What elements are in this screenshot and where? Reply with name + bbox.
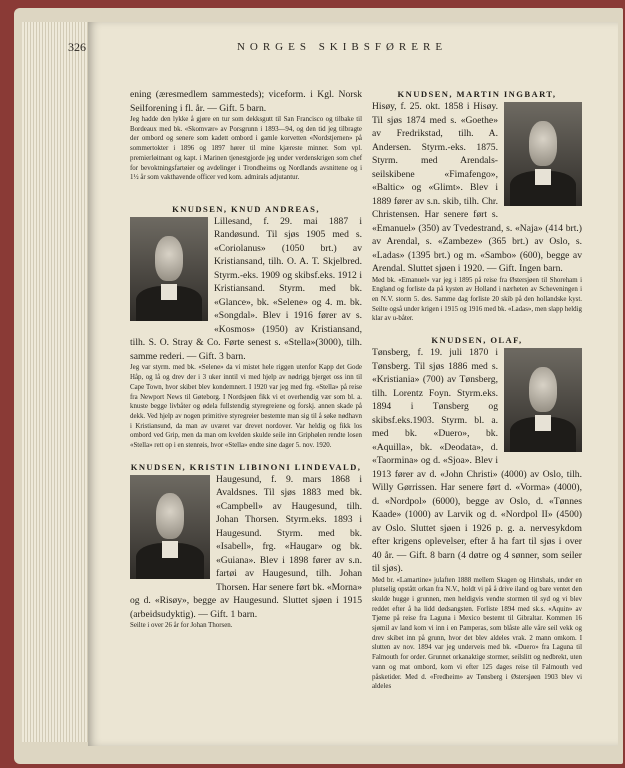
portrait-kristin xyxy=(130,475,210,579)
entry-text-olaf: Tønsberg, f. 19. juli 1870 i Tønsberg. Til sjøs 1886 med s. «Kristiania» (700) av Tønsberg, tilh. Lorentz Foyn. Styrm.eks. 1894 i Tønsberg og skibsf.eks.1903. Styrm. bl. a. med bk. «Duero», bk. «Aquilla», bk. «Deodata», d. «Taormina» og d. «Sjoa». Blev i 1913 fører av d. «John Christi» (4000) av Oslo, tilh. Willy Gørrissen. Har senere ført d. «Vorma» (4000), d. «Nordpol» (6000), begge av Oslo, d. «Tønnes Kaade» (1000) av Larvik og d. «Nordpol II» (4500) av Oslo. Sluttet sjøen i 1926 p. g. a. nervesykdom efter krigens oplevelser, efter å ha fart til sjøs i over 40 år. — Gift. 8 barn (4 døtre og 4 sønner, som seiler til sjøs). xyxy=(372,347,582,575)
left-column xyxy=(130,88,362,631)
running-head: NORGES SKIBSFØRERE xyxy=(236,41,448,53)
entry-title-martin: KNUDSEN, MARTIN INGBART, xyxy=(397,89,557,99)
entry-text-kristin: Haugesund, f. 9. mars 1868 i Avaldsnes. Til sjøs 1883 med bk. «Campbell» av Haugesund, tilh. Johan Thorsen. Styrm.eks. 1893 i Haugesund. Styrm. med bk. «Isabell», frg. «Haugar» og bk. «Guiana». Blev i 1898 fører av s.n. fartøi av Haugesund, tilh. Johan Thorsen. Har senere ført bk. «Morna» og d. «Risøy», begge av Haugesund. Sluttet sjøen i 1915 (arbeidsudyktig). — Gift. 1 barn. xyxy=(130,473,362,620)
entry-title-knud-andreas: KNUDSEN, KNUD ANDREAS, xyxy=(172,203,320,214)
continued-entry-note: Jeg hadde den lykke å gjøre en tur som dekksgutt til San Francisco og tilbake til Bordeaux med bk. «Skomvær» av Porsgrunn i 1893—94, og den tid jeg tilbragte der ombord og senere som kadett ombord i gamle korvetten «Nordstjernen» på sommertokter i 1896 og 1897 hører til mine kjæreste minner. Som vpl. premierløitnant og kapt. i Marinen tjenestgjorde jeg under verdenskrigen som chef for bevoktningsfartøier og avdelinger i Trondheims og Nordlands avsnittene og i 1½ år som vakthavende officer ved kom. admirals adjutantur. xyxy=(130,116,362,182)
entry-title-kristin: KNUDSEN, KRISTIN LIBINONI LINDEVALD, xyxy=(130,461,362,472)
entry-note-kristin: Seilte i over 26 år for Johan Thorsen. xyxy=(130,622,233,630)
entry-note-martin: Med bk. «Emanuel» var jeg i 1895 på reise fra Østersjøen til Shoreham i England og forliste da på kysten av Holland i nærheten av Scheveningen i en N.V. storm 5. des. Samme dag forliste 20 skib på den hollandske kyst. Seilte også under krigen i 1915 og 1916 med bk. «Ladas», men slapp heldig klar av u-båter. xyxy=(372,276,582,323)
entry-note-knud-andreas: Jeg var styrm. med bk. «Selene» da vi mistet hele riggen utenfor Kapp det Gode Håp, og lå og drev der i 3 uker inntil vi med hjelp av nødrigg bjerget oss inn til Cape Town, hvor skibet blev kondemnert. I 1920 var jeg med frg. «Stella» på reise fra Newport News til Gøteborg. I Nordsjøen fikk vi et overhendig vær som bl. a. knuste begge livbåter og ødela fullstendig styregreiene og forskj. annen skade på dekk. Ved hjelp av nogen primitive styregreier bestemte man sig til å søke nødhavn i Kristiansund, da man av uværet var drevet nordover. Var heldig og fikk los ombord ved Grip, men da man om kvelden skulde seile inn Griphølen rendte losen «Stella» rett op i en stenrøis, hvor «Stella» endte sine dager 5. nov. 1920. xyxy=(130,364,362,450)
page-edges xyxy=(22,22,94,742)
entry-note-olaf: Med br. «Lamartine» julaften 1888 mellem Skagen og Hirtshals, under en plutselig opstått orkan fra N.V., holdt vi på å drive iland og bare ventet den skulde hugge i grunnen, men heldigvis vendte stormen til syd og vi blev reddet efter å ha lidd dødsangsten. Forliste 1894 med sk.s. «Aquin» av Tjøme på reise fra Laguna i Mexico bestemt til Gibraltar. Kommen 16 sjømil av land kom vi inn i en Pamperas, som blåste alle våre seil vekk og drev skibet inn på grunn, hvor det blev aldeles vrak. 2 mann omkom. I slutten av nov. 1894 var jeg underveis med bk. «Duero» fra Laguna til Falmouth for order. Grunnet orkanaktige stormer, seilslitt og nedbrekt, uten vann og mat ombord, kom vi efter 125 dages reise til Falmouth ved påsketider. Med d. «Fredheim» av Tønsberg i Østersjøen 1903 blev vi aldeles xyxy=(372,576,582,691)
entry-text-knud-andreas: Lillesand, f. 29. mai 1887 i Randøsund. Til sjøs 1905 med s. «Coriolanus» (1050 brt.) av Kristiansand, tilh. O. A. T. Skjelbred. Styrm.-eks. 1909 og skibsf.eks. 1912 i Kristiansand. Styrm. med bk. «Glance», bk. «Selene» og 4. m. bk. «Songdal». Blev i 1916 fører av s. «Kosmos» (1950) av Kristiansand, tilh. S. O. Stray & Co. Førte senest s. «Stella»(3000), tilh. samme rederi. — Gift. 3 barn. xyxy=(130,215,362,362)
continued-entry-text: ening (æresmedlem sammesteds); viceform. i Kgl. Norsk Seilforening i fl. år. — Gift. 5 barn. xyxy=(130,89,362,114)
portrait-olaf xyxy=(504,348,582,452)
page-number: 326 xyxy=(68,40,86,54)
right-column xyxy=(372,88,582,692)
entry-title-olaf: KNUDSEN, OLAF, xyxy=(431,335,523,346)
entry-text-martin: Hisøy, f. 25. okt. 1858 i Hisøy. Til sjøs 1874 med s. «Goethe» av Fredrikstad, tilh. A. Andersen. Styrm.-eks. 1875. Styrm. med Arendals-seilskibene «Fimafengo», «Baltic» og «Glimt». Blev i 1889 fører av s.n. skib, tilh. Chr. Christensen. Har senere ført s. «Emanuel» (350) av Tvedestrand, s. «Naja» (414 brt.) av Arendal, s. «Zambeze» (365 brt.) av Oslo, s. «Ladas» (1395 brt.) og m. «Sambo» (600), begge av Arendal. Sluttet sjøen i 1920. — Gift. Ingen barn. xyxy=(372,101,582,274)
portrait-knud-andreas xyxy=(130,217,208,321)
portrait-martin xyxy=(504,102,582,206)
